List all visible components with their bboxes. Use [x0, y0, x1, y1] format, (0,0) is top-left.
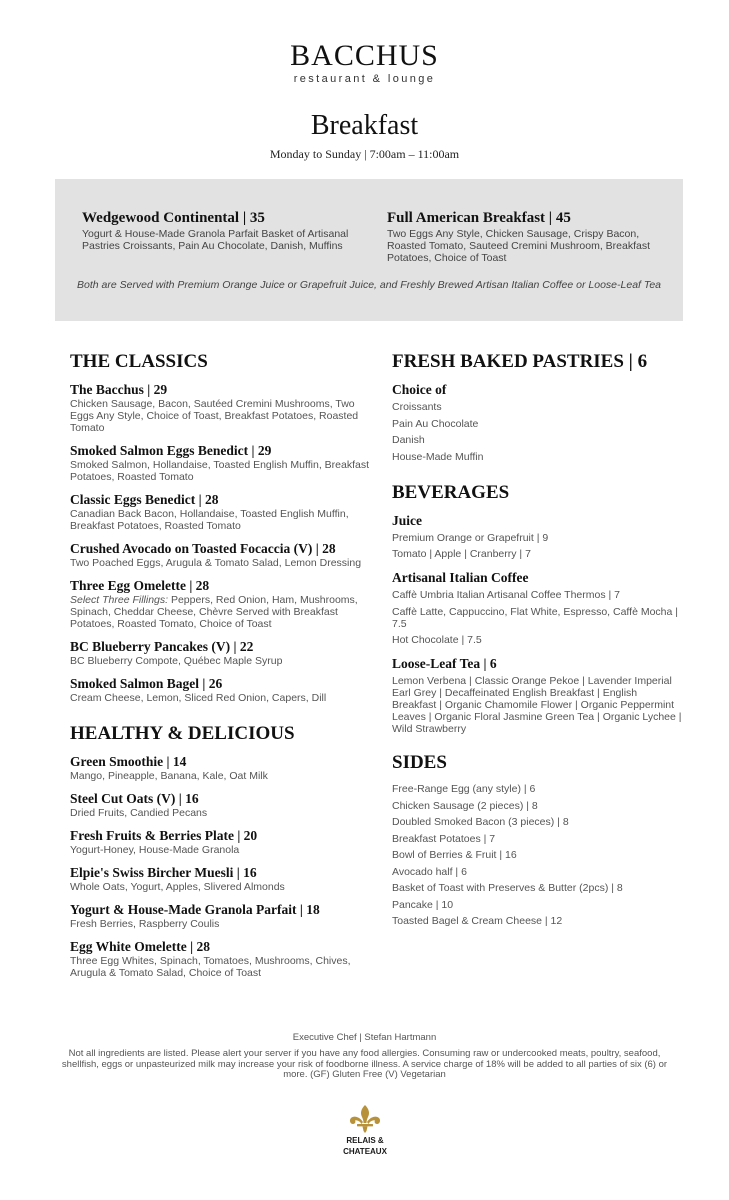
menu-item-name: The Bacchus | 29 — [70, 382, 168, 397]
menu-item-description: Mango, Pineapple, Banana, Kale, Oat Milk — [70, 770, 268, 782]
list-item: Caffè Latte, Cappuccino, Flat White, Espresso, Caffè Mocha | 7.5 — [392, 605, 678, 630]
menu-item — [70, 639, 370, 667]
juice-block — [392, 513, 682, 561]
list-item: Caffè Umbria Italian Artisanal Coffee Thermos | 7 — [392, 589, 621, 601]
fleur-de-lis-icon — [348, 1104, 382, 1134]
menu-item-description: Whole Oats, Yogurt, Apples, Slivered Almonds — [70, 881, 285, 893]
menu-item-description: Fresh Berries, Raspberry Coulis — [70, 918, 220, 930]
list-item: Tomato | Apple | Cranberry | 7 — [392, 548, 531, 560]
brand-subtitle: restaurant & lounge — [293, 73, 436, 85]
menu-item — [70, 828, 370, 856]
featured-item-title: Full American Breakfast | 45 — [387, 210, 571, 226]
menu-item-description: Cream Cheese, Lemon, Sliced Red Onion, Capers, Dill — [70, 692, 327, 704]
menu-item-name: Three Egg Omelette | 28 — [70, 578, 210, 593]
badge-line-2: CHATEAUX — [343, 1147, 387, 1156]
menu-item-name: Smoked Salmon Eggs Benedict | 29 — [70, 443, 272, 458]
list-item: Avocado half | 6 — [392, 865, 467, 878]
list-item: Basket of Toast with Preserves & Butter (2pcs) | 8 — [392, 882, 623, 894]
featured-box — [55, 179, 683, 321]
featured-item-continental — [82, 209, 352, 252]
menu-item-description: BC Blueberry Compote, Québec Maple Syrup — [70, 655, 283, 667]
menu-item — [70, 902, 370, 930]
fillings-label: Select Three Fillings: — [70, 594, 169, 606]
menu-item-description: Dried Fruits, Candied Pecans — [70, 807, 208, 819]
menu-item-name: Fresh Fruits & Berries Plate | 20 — [70, 828, 258, 843]
relais-chateaux-badge — [330, 1104, 400, 1156]
list-item: Pancake | 10 — [392, 898, 454, 911]
tea-title: Loose-Leaf Tea | 6 — [392, 656, 497, 671]
menu-item-name: Yogurt & House-Made Granola Parfait | 18 — [70, 902, 320, 917]
tea-block — [392, 656, 682, 735]
menu-item — [70, 676, 370, 704]
coffee-block — [392, 570, 682, 646]
brand-name: BACCHUS — [290, 39, 439, 72]
menu-item-name: Steel Cut Oats (V) | 16 — [70, 791, 199, 806]
menu-title: Breakfast — [310, 110, 419, 141]
fillings-list: Peppers, Red Onion, Ham, Mushrooms, Spinach, Cheddar Cheese, Chèvre Served with Breakfast Potatoes, Roasted Tomato, Choice of Toast — [70, 594, 358, 630]
menu-item-description: Three Egg Whites, Spinach, Tomatoes, Mushrooms, Chives, Arugula & Tomato Salad, Choice of Toast — [70, 955, 351, 979]
executive-chef: Executive Chef | Stefan Hartmann — [292, 1032, 437, 1043]
menu-item-description: Smoked Salmon, Hollandaise, Toasted English Muffin, Breakfast Potatoes, Roasted Tomato — [70, 459, 370, 483]
menu-item — [70, 382, 370, 434]
menu-item-description: Two Poached Eggs, Arugula & Tomato Salad, Lemon Dressing — [70, 557, 362, 569]
menu-item-name: Crushed Avocado on Toasted Focaccia (V) | 28 — [70, 541, 336, 556]
menu-item — [70, 754, 370, 782]
list-item: Chicken Sausage (2 pieces) | 8 — [392, 799, 538, 812]
menu-item — [70, 939, 370, 979]
featured-item-american — [387, 209, 655, 264]
allergy-disclaimer: Not all ingredients are listed. Please alert your server if you have any food allergies. Consuming raw or undercooked meats, poultry, seafood, shellfish, eggs or unpasteurized milk may increase your risk of foodborne illness. A service charge of 18% will be added to all parties of six (6) or more. (GF) Gluten Free (V) Vegetarian — [61, 1049, 668, 1080]
menu-item-name: Egg White Omelette | 28 — [70, 939, 210, 954]
juice-title: Juice — [392, 512, 422, 528]
menu-item — [70, 492, 370, 532]
menu-item-description — [70, 594, 370, 630]
menu-item — [70, 578, 370, 630]
menu-item-name: Smoked Salmon Bagel | 26 — [70, 676, 223, 691]
pastries-block — [392, 382, 682, 463]
menu-item — [70, 541, 370, 569]
right-column — [392, 350, 682, 932]
section-title-classics: THE CLASSICS — [70, 351, 208, 372]
menu-item — [70, 865, 370, 893]
section-title-pastries: FRESH BAKED PASTRIES | 6 — [392, 351, 648, 372]
menu-item-description: Chicken Sausage, Bacon, Sautéed Cremini Mushrooms, Two Eggs Any Style, Choice of Toast, Breakfast Potatoes, Roasted Tomato — [70, 398, 359, 434]
section-title-beverages: BEVERAGES — [392, 481, 510, 503]
brand-header — [0, 40, 729, 85]
menu-item-description: Canadian Back Bacon, Hollandaise, Toasted English Muffin, Breakfast Potatoes, Roasted Tomato — [70, 508, 349, 532]
left-column — [70, 350, 370, 988]
list-item: Premium Orange or Grapefruit | 9 — [392, 531, 549, 544]
list-item: Bowl of Berries & Fruit | 16 — [392, 849, 517, 861]
list-item: Hot Chocolate | 7.5 — [392, 634, 482, 646]
list-item: Croissants — [392, 401, 442, 413]
tea-list: Lemon Verbena | Classic Orange Pekoe | Lavender Imperial Earl Grey | Decaffeinated English Breakfast | English Breakfast | Organic Chamomile Flower | Organic Peppermint Leaves | Organic Floral Jasmine Green Tea | Organic Lychee | Wild Strawberry — [392, 675, 682, 735]
list-item: Doubled Smoked Bacon (3 pieces) | 8 — [392, 816, 569, 828]
menu-item-description: Yogurt-Honey, House-Made Granola — [70, 844, 240, 856]
list-item: Pain Au Chocolate — [392, 417, 479, 430]
menu-item-name: BC Blueberry Pancakes (V) | 22 — [70, 639, 254, 654]
pastries-subtitle: Choice of — [392, 382, 447, 397]
menu-hours: Monday to Sunday | 7:00am – 11:00am — [269, 147, 460, 161]
menu-item-name: Classic Eggs Benedict | 28 — [70, 492, 219, 507]
section-title-sides: SIDES — [392, 752, 447, 773]
list-item: Toasted Bagel & Cream Cheese | 12 — [392, 915, 563, 927]
featured-item-description: Yogurt & House-Made Granola Parfait Basket of Artisanal Pastries Croissants, Pain Au Chocolate, Danish, Muffins — [82, 228, 349, 252]
featured-note: Both are Served with Premium Orange Juice or Grapefruit Juice, and Freshly Brewed Artisan Italian Coffee or Loose-Leaf Tea — [76, 279, 661, 291]
list-item: House-Made Muffin — [392, 450, 484, 463]
coffee-title: Artisanal Italian Coffee — [392, 570, 529, 585]
menu-item-name: Green Smoothie | 14 — [70, 754, 187, 769]
featured-item-description: Two Eggs Any Style, Chicken Sausage, Crispy Bacon, Roasted Tomato, Sauteed Cremini Mushroom, Breakfast Potatoes, Choice of Toast — [387, 228, 651, 264]
sides-list — [392, 783, 682, 927]
list-item: Breakfast Potatoes | 7 — [392, 832, 496, 845]
list-item: Danish — [392, 434, 425, 446]
featured-item-title: Wedgewood Continental | 35 — [82, 210, 265, 226]
menu-item-name: Elpie's Swiss Bircher Muesli | 16 — [70, 865, 257, 880]
menu-item — [70, 443, 370, 483]
badge-line-1: RELAIS & — [346, 1136, 384, 1145]
section-title-healthy: HEALTHY & DELICIOUS — [70, 723, 295, 744]
menu-item — [70, 791, 370, 819]
list-item: Free-Range Egg (any style) | 6 — [392, 783, 536, 795]
